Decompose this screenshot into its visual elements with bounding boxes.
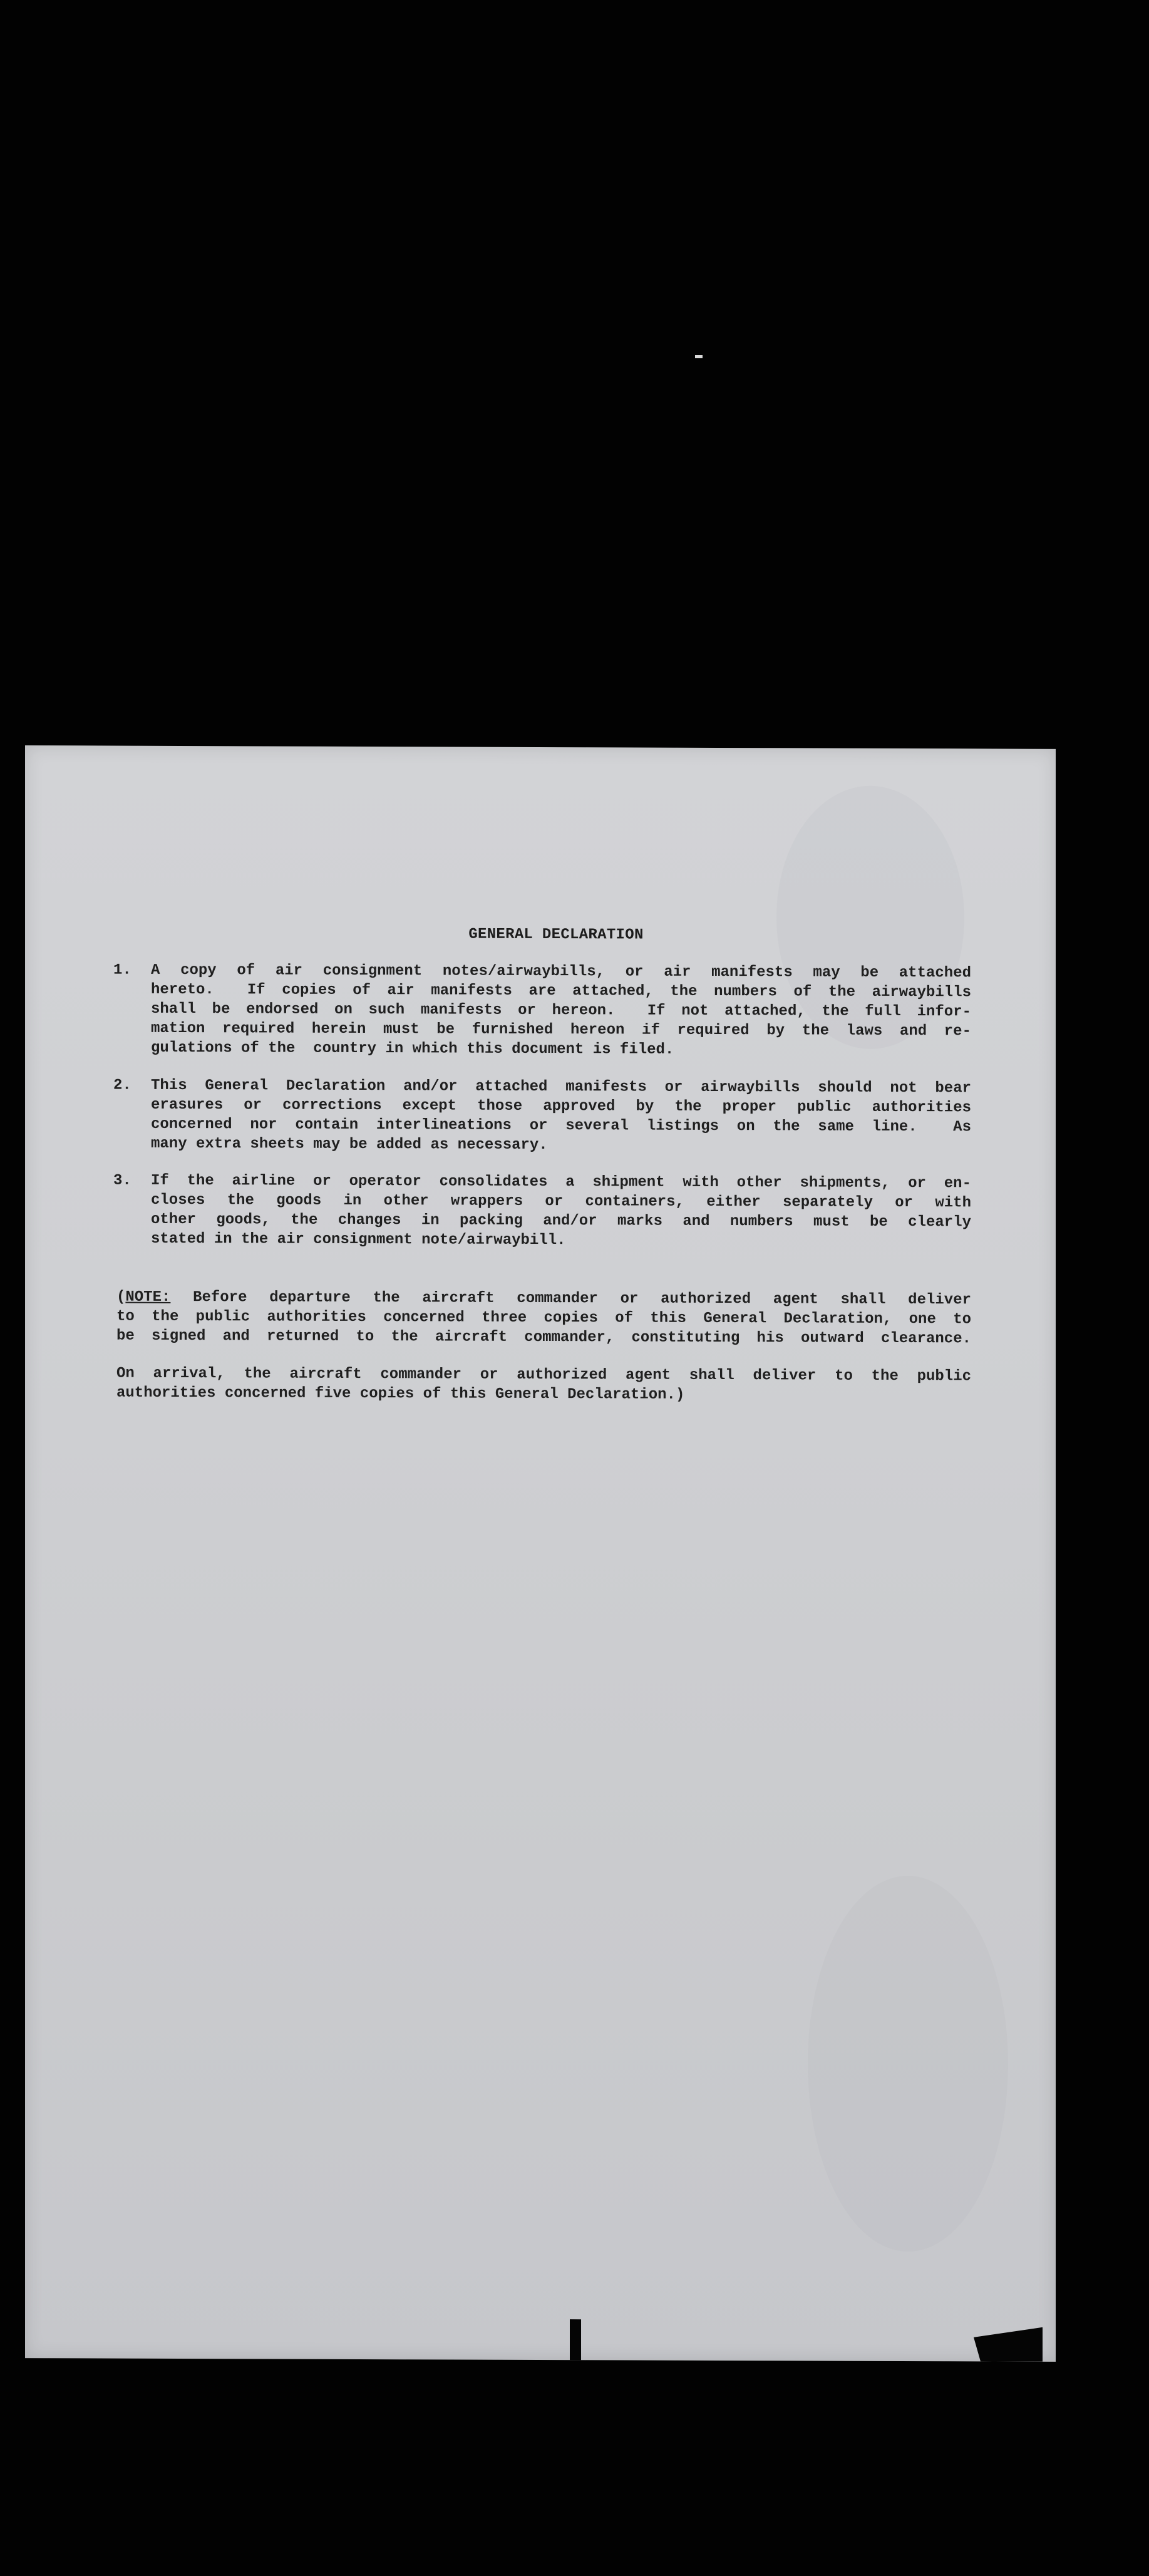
note-line: to the public authorities concerned three copies of this General Declaration, one to	[116, 1308, 971, 1328]
item-line: If the airline or operator consolidates a shipment with other shipments, or en-	[151, 1172, 971, 1192]
note-line: be signed and returned to the aircraft commander, constituting his outward clearance.	[116, 1327, 971, 1348]
edge-damage	[974, 2327, 1043, 2361]
item-line: stated in the air consignment note/airwaybill.	[151, 1230, 566, 1249]
item-line: concerned nor contain interlineations or several listings on the same line. As	[151, 1115, 971, 1136]
note-line: authorities concerned five copies of this General Declaration.)	[116, 1384, 685, 1404]
declaration-item-3	[113, 1171, 971, 1249]
note-label: NOTE:	[125, 1288, 171, 1306]
item-line: gulations of the country in which this document is filed.	[151, 1039, 674, 1058]
note-first-line	[116, 1288, 971, 1310]
item-line: other goods, the changes in packing and/or marks and numbers must be clearly	[151, 1211, 971, 1231]
item-line: erasures or corrections except those approved by the proper public authorities	[151, 1096, 971, 1117]
edge-damage	[570, 2319, 581, 2360]
item-line: mation required herein must be furnished hereon if required by the laws and re-	[151, 1020, 971, 1040]
note-line: Before departure the aircraft commander or authorized agent shall deliver	[170, 1288, 971, 1309]
document-page	[25, 745, 1056, 2362]
scan-speck	[695, 355, 703, 358]
item-number: 3.	[113, 1172, 131, 1189]
departure-note	[116, 1288, 971, 1349]
item-line: A copy of air consignment notes/airwaybills, or air manifests may be attached	[151, 961, 971, 982]
item-line: This General Declaration and/or attached manifests or airwaybills should not bear	[151, 1077, 971, 1097]
item-line: hereto. If copies of air manifests are attached, the numbers of the airwaybills	[151, 981, 971, 1001]
note-line: On arrival, the aircraft commander or authorized agent shall deliver to the public	[116, 1365, 971, 1385]
item-line: shall be endorsed on such manifests or hereon. If not attached, the full infor-	[151, 1000, 971, 1021]
arrival-note	[116, 1364, 971, 1406]
item-line: many extra sheets may be added as necessary.	[151, 1135, 548, 1154]
item-number: 1.	[113, 961, 131, 979]
item-line: closes the goods in other wrappers or containers, either separately or with	[151, 1191, 971, 1212]
declaration-item-2	[113, 1076, 971, 1154]
note-open-paren: (	[116, 1288, 126, 1306]
paper-stain	[808, 1875, 1008, 2252]
document-title: GENERAL DECLARATION	[468, 926, 644, 944]
item-number: 2.	[113, 1077, 131, 1094]
